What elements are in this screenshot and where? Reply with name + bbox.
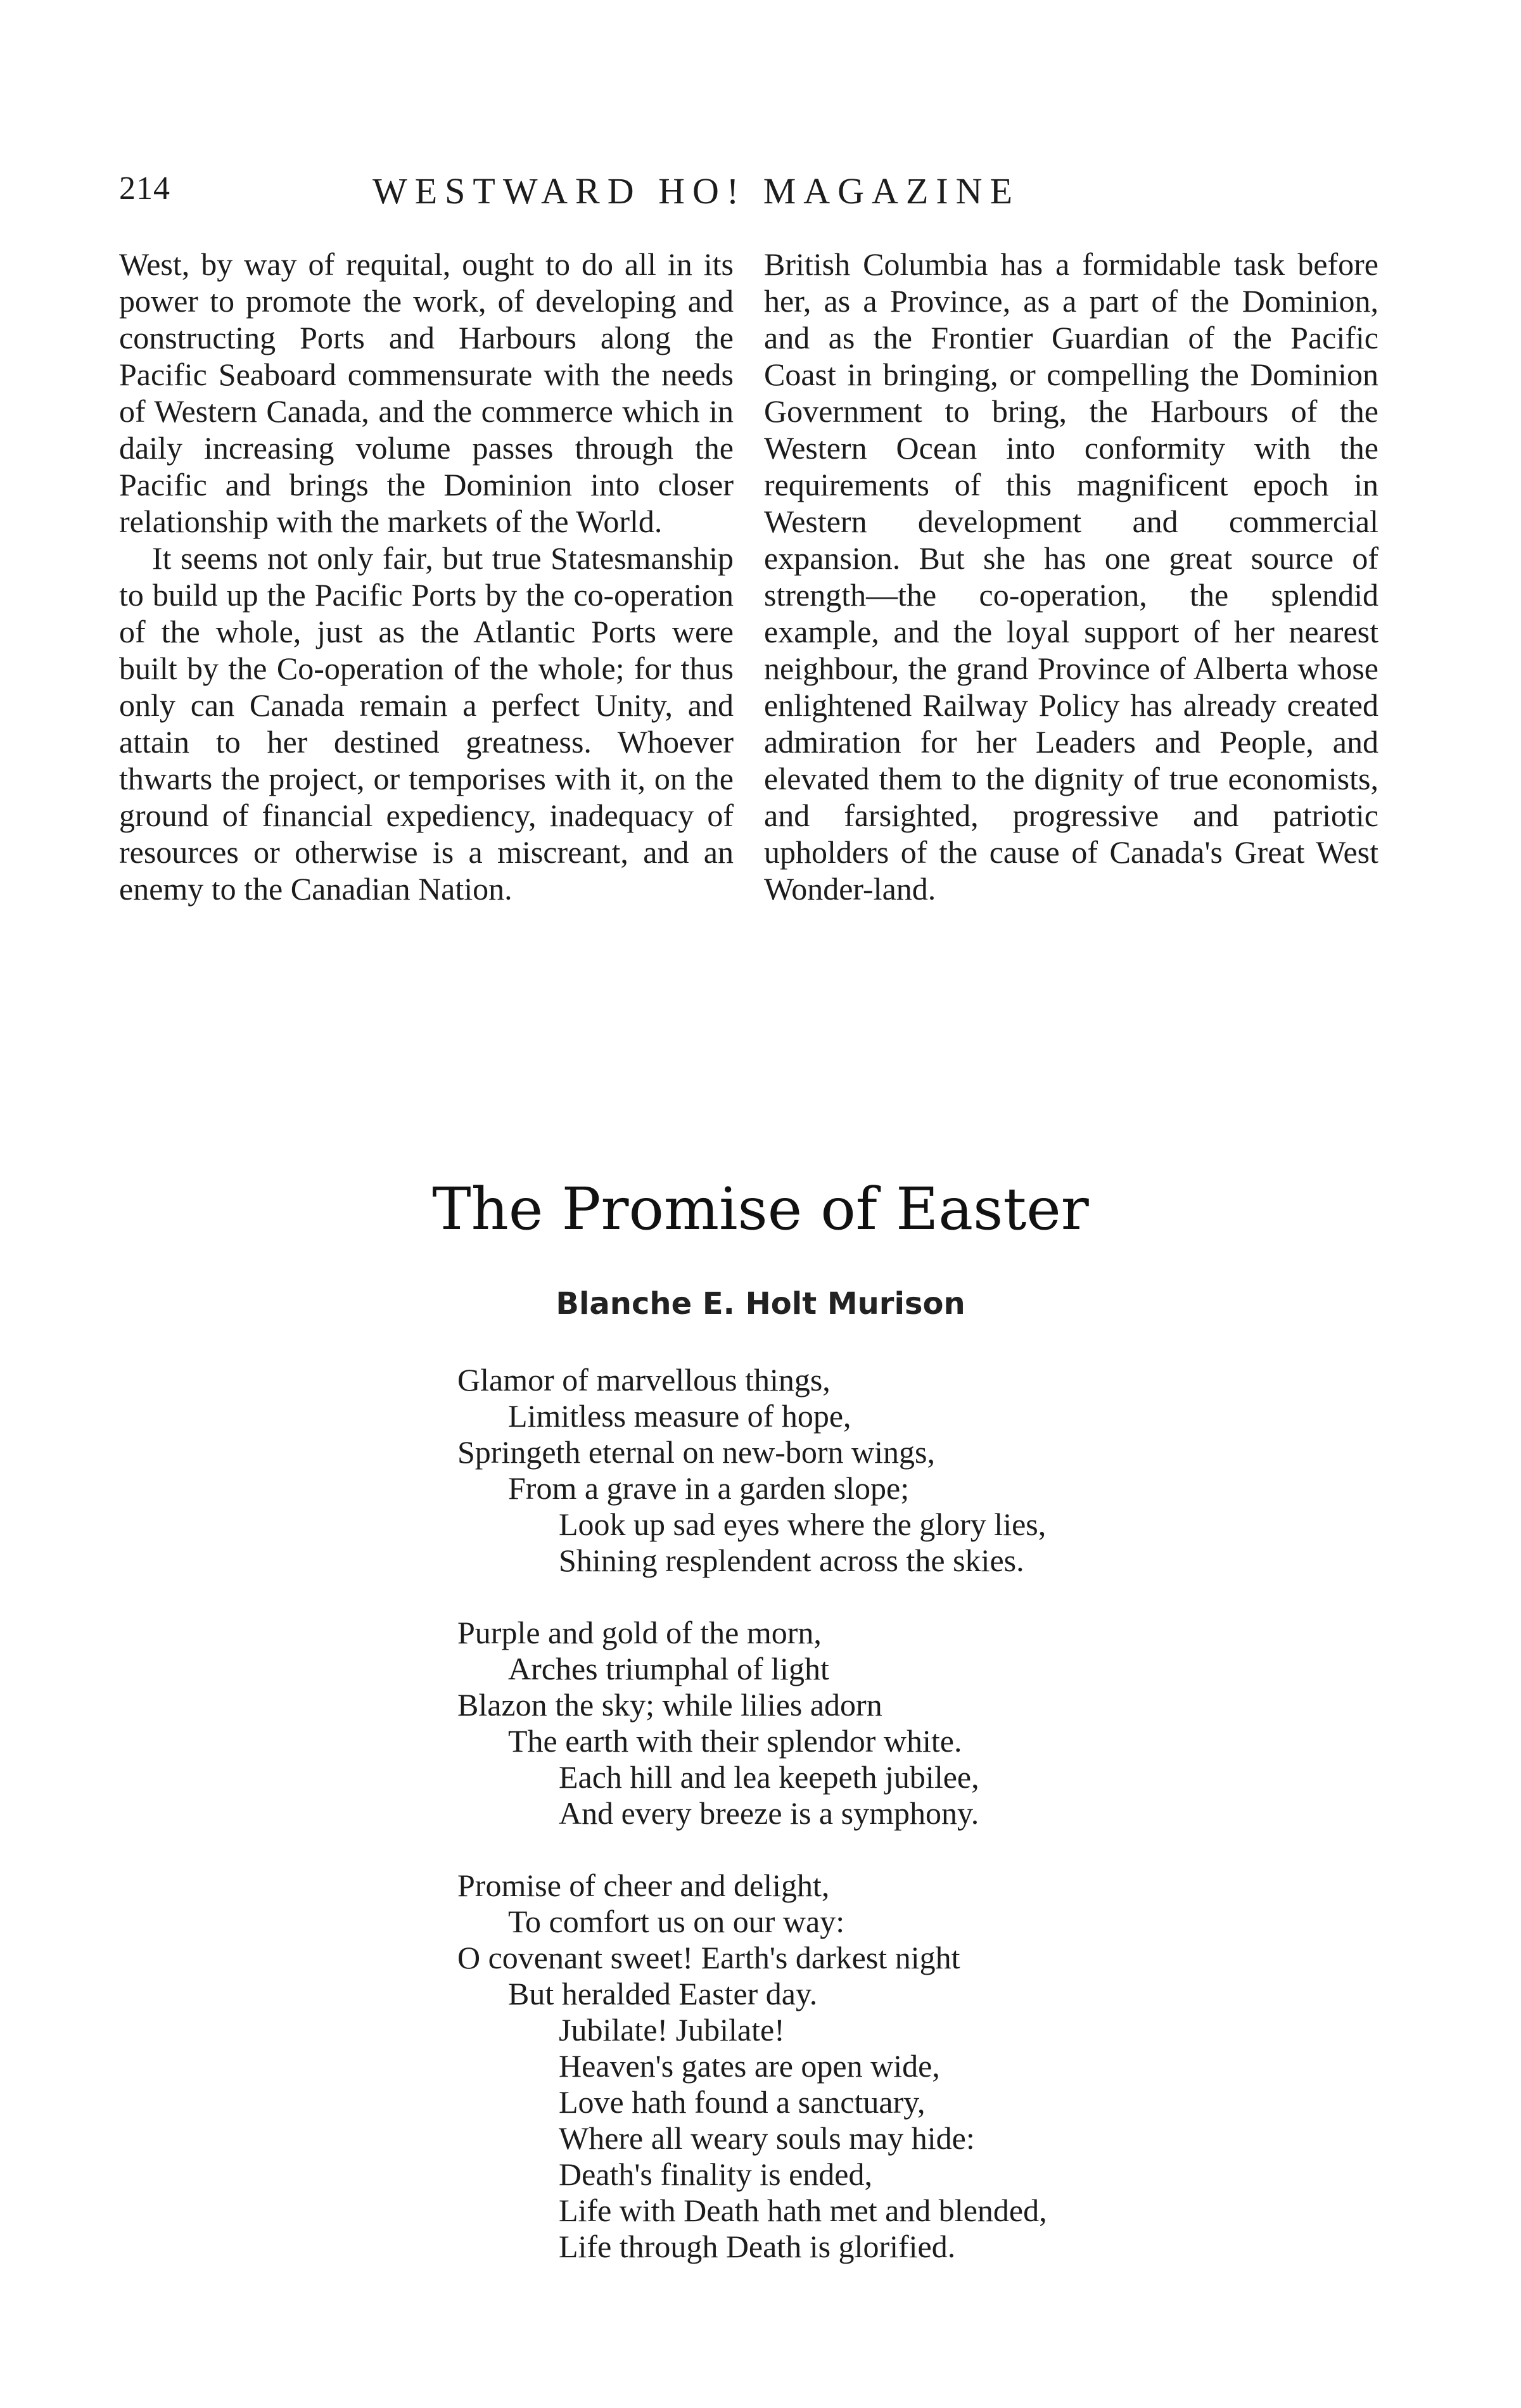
poem-line: Limitless measure of hope, [508, 1398, 851, 1434]
body-paragraph: British Columbia has a formidable task before her, as a Province, as a part of the Dominion, and as the Frontier Guardian of the Pacific Coast in bringing, or compelling the Dominion Government to bring, the Harbours of the Western Ocean into conformity with the requirements of this magnificent epoch in Western development and commercial expansion. But she has one great source of strength—the co-operation, the splendid example, and the loyal support of her nearest neighbour, the grand Province of Alberta whose enlightened Railway Policy has already created admiration for her Leaders and People, and elevated them to the dignity of true economists, and farsighted, progressive and patriotic upholders of the cause of Canada's Great West Wonder-land. [764, 246, 1378, 907]
poem-body [457, 1362, 1281, 2301]
poem-line: Purple and gold of the morn, [457, 1615, 822, 1650]
poem-line: Life through Death is glorified. [559, 2229, 956, 2264]
page-header [119, 170, 1107, 220]
poem-title: The Promise of Easter [432, 1175, 1089, 1243]
poem-line: Blazon the sky; while lilies adorn [457, 1687, 882, 1723]
right-column [764, 246, 1378, 907]
poem-stanza [457, 1868, 1281, 2265]
poem-line: Each hill and lea keepeth jubilee, [559, 1759, 979, 1795]
poem-line: Promise of cheer and delight, [457, 1868, 830, 1903]
poem-line: From a grave in a garden slope; [508, 1470, 910, 1506]
page-number: 214 [119, 170, 170, 207]
poem-line: Life with Death hath met and blended, [559, 2193, 1047, 2228]
poem-line: Jubilate! Jubilate! [559, 2012, 785, 2048]
poem-line: To comfort us on our way: [508, 1904, 845, 1939]
body-paragraph: West, by way of requital, ought to do all in its power to promote the work, of developing and constructing Ports and Harbours along the Pacific Seaboard commensurate with the needs of Western Canada, and the commerce which in daily increasing volume passes through the Pacific and brings the Dominion into closer relationship with the markets of the World. [119, 246, 734, 539]
magazine-title: WESTWARD HO! MAGAZINE [372, 170, 1021, 212]
left-column [119, 246, 734, 907]
poem-line: Arches triumphal of light [508, 1651, 829, 1686]
poem-line: Look up sad eyes where the glory lies, [559, 1507, 1047, 1542]
poem-stanza [457, 1362, 1281, 1579]
poem-line: O covenant sweet! Earth's darkest night [457, 1940, 960, 1975]
poem-line: Shining resplendent across the skies. [559, 1543, 1024, 1578]
poem-stanza [457, 1615, 1281, 1831]
poem-author: Blanche E. Holt Murison [556, 1286, 965, 1322]
poem-line: Love hath found a sanctuary, [559, 2084, 926, 2120]
poem-line: Heaven's gates are open wide, [559, 2048, 940, 2084]
body-paragraph: It seems not only fair, but true Statesmanship to build up the Pacific Ports by the co-operation of the whole, just as the Atlantic Ports were built by the Co-operation of the whole; for thus only can Canada remain a perfect Unity, and attain to her destined greatness. Whoever thwarts the project, or temporises with it, on the ground of financial expediency, inadequacy of resources or otherwise is a miscreant, and an enemy to the Canadian Nation. [119, 540, 734, 907]
poem-line: The earth with their splendor white. [508, 1723, 962, 1759]
poem-line: And every breeze is a symphony. [559, 1795, 979, 1831]
poem-line: Death's finality is ended, [559, 2156, 872, 2192]
poem-line: But heralded Easter day. [508, 1976, 818, 2011]
poem-line: Springeth eternal on new-born wings, [457, 1434, 936, 1470]
poem-line: Where all weary souls may hide: [559, 2120, 975, 2156]
poem-line: Glamor of marvellous things, [457, 1362, 831, 1398]
